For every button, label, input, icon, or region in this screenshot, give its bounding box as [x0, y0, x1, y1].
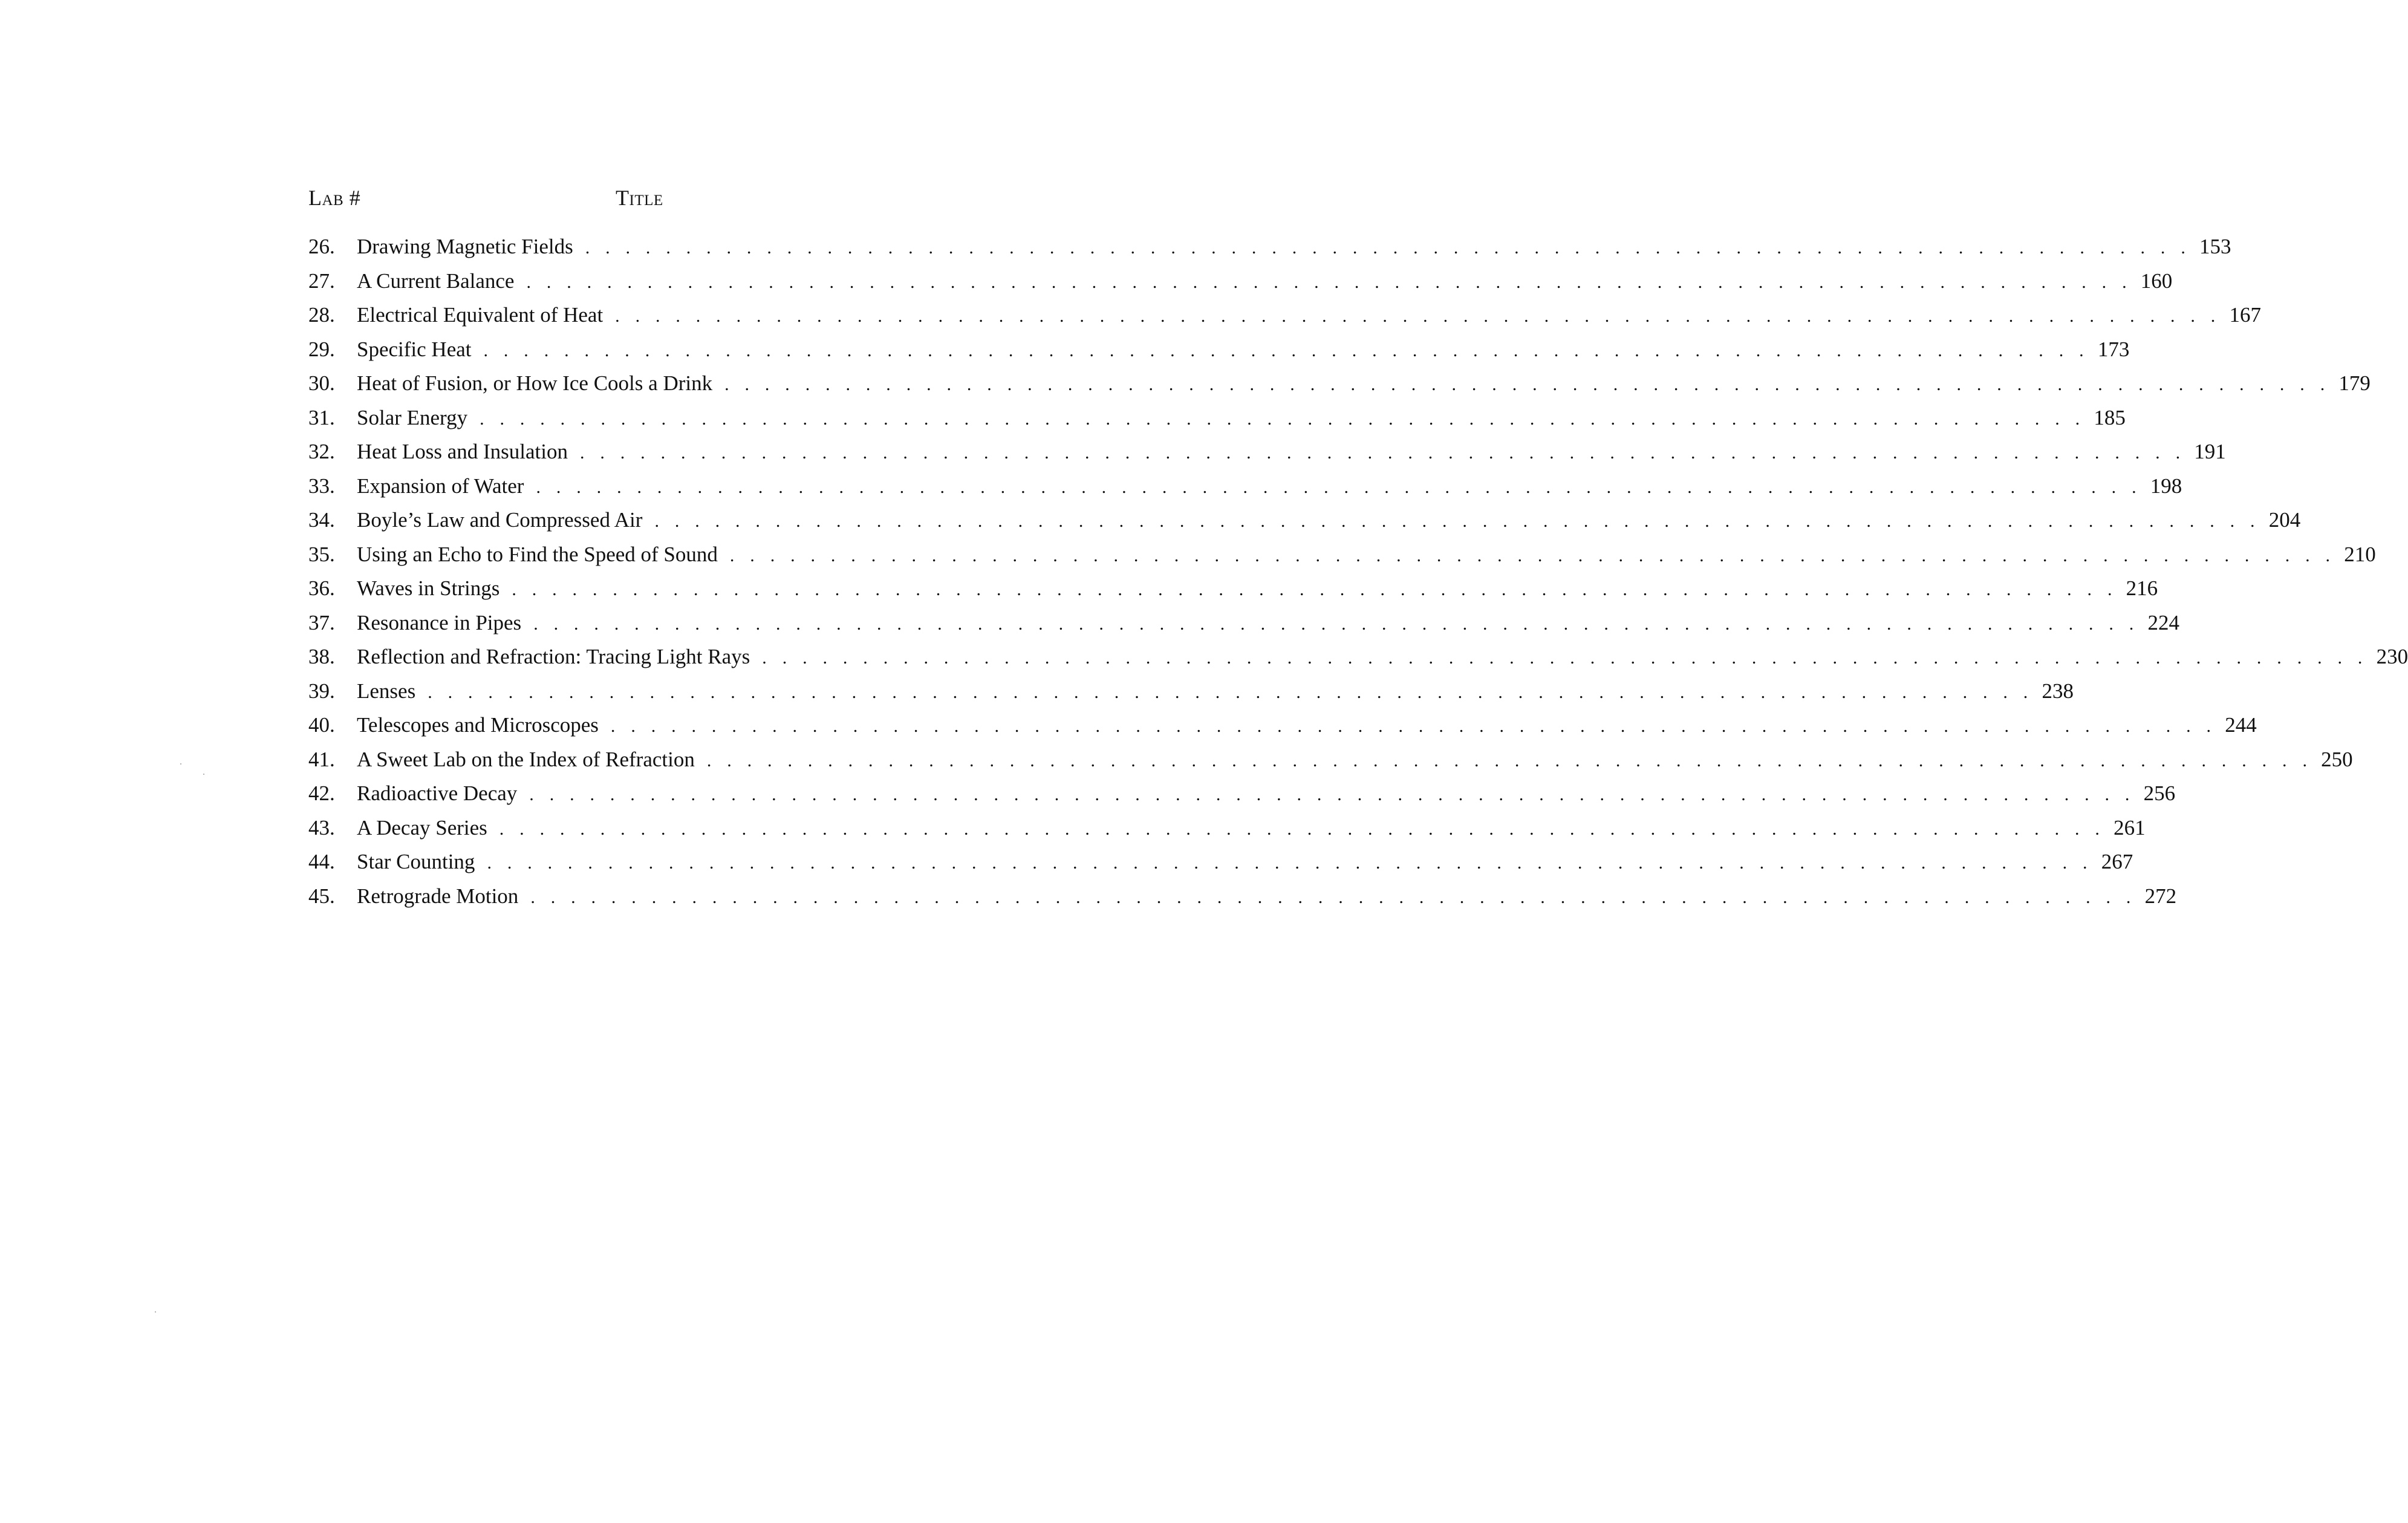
- lab-title: A Current Balance: [357, 269, 515, 293]
- lab-number: 39.: [308, 679, 335, 703]
- table-of-contents: [308, 185, 2408, 913]
- toc-entry: [308, 743, 2353, 777]
- page-number: 153: [2199, 235, 2231, 258]
- dot-leader: . . . . . . . . . . . . . . . . . . . . . . . . . . . . . . . . . . . . . . . . . . . . . . . . . . . . . . . . . . . . . . . . . . . . . . . . . . . . . . . .: [654, 511, 2260, 531]
- lab-title: Star Counting: [357, 850, 475, 873]
- page-number: 204: [2268, 508, 2301, 532]
- dot-leader: . . . . . . . . . . . . . . . . . . . . . . . . . . . . . . . . . . . . . . . . . . . . . . . . . . . . . . . . . . . . . . . . . . . . . . . . . . . . . . . .: [706, 750, 2313, 771]
- lab-number: 35.: [308, 542, 335, 566]
- page-number: 191: [2194, 440, 2226, 463]
- lab-title: A Decay Series: [357, 815, 487, 840]
- scan-speck: [203, 774, 204, 775]
- page-number: 179: [2338, 371, 2371, 395]
- dot-leader: . . . . . . . . . . . . . . . . . . . . . . . . . . . . . . . . . . . . . . . . . . . . . . . . . . . . . . . . . . . . . . . . . . . . . . . . . . . . . . . .: [585, 238, 2192, 258]
- lab-number: 44.: [308, 850, 335, 873]
- toc-entry: [308, 606, 2179, 641]
- lab-title: Expansion of Water: [357, 474, 524, 498]
- title-heading: Title: [616, 186, 663, 210]
- toc-header: [308, 185, 998, 219]
- lab-title: Heat Loss and Insulation: [357, 440, 568, 463]
- lab-number: 27.: [308, 269, 335, 293]
- lab-title: Retrograde Motion: [357, 884, 519, 908]
- page-number: 256: [2143, 781, 2176, 805]
- toc-entry: [308, 640, 2408, 674]
- page-number: 267: [2101, 850, 2133, 873]
- toc-entry: [308, 538, 2376, 572]
- lab-title: Heat of Fusion, or How Ice Cools a Drink: [357, 371, 713, 395]
- toc-entry: [308, 503, 2301, 538]
- dot-leader: . . . . . . . . . . . . . . . . . . . . . . . . . . . . . . . . . . . . . . . . . . . . . . . . . . . . . . . . . . . . . . . . . . . . . . . . . . . . . . . .: [729, 545, 2336, 566]
- toc-entry: [308, 298, 2261, 333]
- dot-leader: . . . . . . . . . . . . . . . . . . . . . . . . . . . . . . . . . . . . . . . . . . . . . . . . . . . . . . . . . . . . . . . . . . . . . . . . . . . . . . . .: [512, 579, 2118, 599]
- dot-leader: . . . . . . . . . . . . . . . . . . . . . . . . . . . . . . . . . . . . . . . . . . . . . . . . . . . . . . . . . . . . . . . . . . . . . . . . . . . . . . . .: [615, 306, 2221, 326]
- lab-number: 37.: [308, 610, 335, 634]
- lab-number: 43.: [308, 815, 335, 840]
- page-number: 272: [2144, 884, 2177, 908]
- lab-number: 29.: [308, 337, 335, 361]
- page-number: 238: [2042, 679, 2074, 703]
- toc-entry: [308, 230, 2231, 264]
- lab-number: 32.: [308, 440, 335, 463]
- dot-leader: . . . . . . . . . . . . . . . . . . . . . . . . . . . . . . . . . . . . . . . . . . . . . . . . . . . . . . . . . . . . . . . . . . . . . . . . . . . . . . . .: [762, 648, 2368, 668]
- dot-leader: . . . . . . . . . . . . . . . . . . . . . . . . . . . . . . . . . . . . . . . . . . . . . . . . . . . . . . . . . . . . . . . . . . . . . . . . . . . . . . . .: [428, 682, 2034, 702]
- lab-title: Electrical Equivalent of Heat: [357, 303, 604, 327]
- lab-title: Boyle’s Law and Compressed Air: [357, 508, 643, 532]
- toc-entry: [308, 572, 2158, 606]
- page-number: 250: [2321, 747, 2353, 771]
- page-number: 160: [2140, 269, 2173, 293]
- toc-entry: [308, 674, 2074, 709]
- scan-speck: [180, 763, 181, 765]
- toc-entry: [308, 777, 2176, 811]
- lab-number-heading: Lab #: [308, 186, 361, 210]
- lab-title: Waves in Strings: [357, 576, 500, 600]
- lab-number: 26.: [308, 235, 335, 258]
- dot-leader: . . . . . . . . . . . . . . . . . . . . . . . . . . . . . . . . . . . . . . . . . . . . . . . . . . . . . . . . . . . . . . . . . . . . . . . . . . . . . . . .: [487, 853, 2093, 873]
- dot-leader: . . . . . . . . . . . . . . . . . . . . . . . . . . . . . . . . . . . . . . . . . . . . . . . . . . . . . . . . . . . . . . . . . . . . . . . . . . . . . . . .: [480, 408, 2086, 429]
- toc-entry: [308, 264, 2173, 299]
- page-number: 230: [2376, 645, 2408, 668]
- lab-title: A Sweet Lab on the Index of Refraction: [357, 747, 695, 771]
- lab-number: 38.: [308, 645, 335, 668]
- lab-number: 36.: [308, 576, 335, 600]
- lab-number: 41.: [308, 747, 335, 771]
- dot-leader: . . . . . . . . . . . . . . . . . . . . . . . . . . . . . . . . . . . . . . . . . . . . . . . . . . . . . . . . . . . . . . . . . . . . . . . . . . . . . . . .: [526, 272, 2132, 292]
- dot-leader: . . . . . . . . . . . . . . . . . . . . . . . . . . . . . . . . . . . . . . . . . . . . . . . . . . . . . . . . . . . . . . . . . . . . . . . . . . . . . . . .: [533, 613, 2140, 634]
- lab-number: 34.: [308, 508, 335, 532]
- lab-number: 28.: [308, 303, 335, 327]
- lab-title: Radioactive Decay: [357, 781, 518, 805]
- dot-leader: . . . . . . . . . . . . . . . . . . . . . . . . . . . . . . . . . . . . . . . . . . . . . . . . . . . . . . . . . . . . . . . . . . . . . . . . . . . . . . . .: [579, 443, 2186, 463]
- page-number: 185: [2094, 405, 2126, 429]
- toc-entry: [308, 469, 2182, 504]
- lab-number: 33.: [308, 474, 335, 498]
- page-number: 224: [2147, 610, 2179, 634]
- lab-number: 31.: [308, 405, 335, 429]
- lab-title: Drawing Magnetic Fields: [357, 235, 573, 258]
- dot-leader: . . . . . . . . . . . . . . . . . . . . . . . . . . . . . . . . . . . . . . . . . . . . . . . . . . . . . . . . . . . . . . . . . . . . . . . . . . . . . . . .: [536, 477, 2142, 497]
- toc-entry: [308, 708, 2257, 743]
- lab-title: Reflection and Refraction: Tracing Light Rays: [357, 645, 750, 668]
- dot-leader: . . . . . . . . . . . . . . . . . . . . . . . . . . . . . . . . . . . . . . . . . . . . . . . . . . . . . . . . . . . . . . . . . . . . . . . . . . . . . . . .: [499, 818, 2106, 839]
- lab-title: Specific Heat: [357, 337, 472, 361]
- toc-entry: [308, 879, 2177, 914]
- dot-leader: . . . . . . . . . . . . . . . . . . . . . . . . . . . . . . . . . . . . . . . . . . . . . . . . . . . . . . . . . . . . . . . . . . . . . . . . . . . . . . . .: [483, 340, 2089, 360]
- lab-number: 45.: [308, 884, 335, 908]
- lab-title: Lenses: [357, 679, 416, 703]
- toc-entry: [308, 333, 2130, 367]
- scan-speck: [155, 1311, 156, 1313]
- toc-entry: [308, 367, 2371, 401]
- toc-entry: [308, 845, 2133, 879]
- page-number: 167: [2229, 303, 2261, 327]
- page-number: 198: [2150, 474, 2182, 498]
- lab-title: Resonance in Pipes: [357, 610, 522, 634]
- dot-leader: . . . . . . . . . . . . . . . . . . . . . . . . . . . . . . . . . . . . . . . . . . . . . . . . . . . . . . . . . . . . . . . . . . . . . . . . . . . . . . . .: [610, 716, 2217, 736]
- toc-entry: [308, 811, 2146, 846]
- page-number: 173: [2097, 337, 2130, 361]
- toc-entry: [308, 401, 2126, 435]
- lab-number: 30.: [308, 371, 335, 395]
- page-number: 216: [2126, 576, 2158, 600]
- toc-entry: [308, 435, 2226, 469]
- toc-list: [308, 230, 2408, 913]
- page-number: 210: [2344, 542, 2376, 566]
- dot-leader: . . . . . . . . . . . . . . . . . . . . . . . . . . . . . . . . . . . . . . . . . . . . . . . . . . . . . . . . . . . . . . . . . . . . . . . . . . . . . . . .: [724, 374, 2331, 394]
- page-number: 261: [2114, 815, 2146, 840]
- lab-title: Solar Energy: [357, 405, 468, 429]
- dot-leader: . . . . . . . . . . . . . . . . . . . . . . . . . . . . . . . . . . . . . . . . . . . . . . . . . . . . . . . . . . . . . . . . . . . . . . . . . . . . . . . .: [530, 887, 2136, 907]
- lab-title: Telescopes and Microscopes: [357, 713, 599, 737]
- lab-number: 42.: [308, 781, 335, 805]
- dot-leader: . . . . . . . . . . . . . . . . . . . . . . . . . . . . . . . . . . . . . . . . . . . . . . . . . . . . . . . . . . . . . . . . . . . . . . . . . . . . . . . .: [529, 784, 2135, 804]
- page-number: 244: [2225, 713, 2257, 737]
- lab-title: Using an Echo to Find the Speed of Sound: [357, 542, 718, 566]
- lab-number: 40.: [308, 713, 335, 737]
